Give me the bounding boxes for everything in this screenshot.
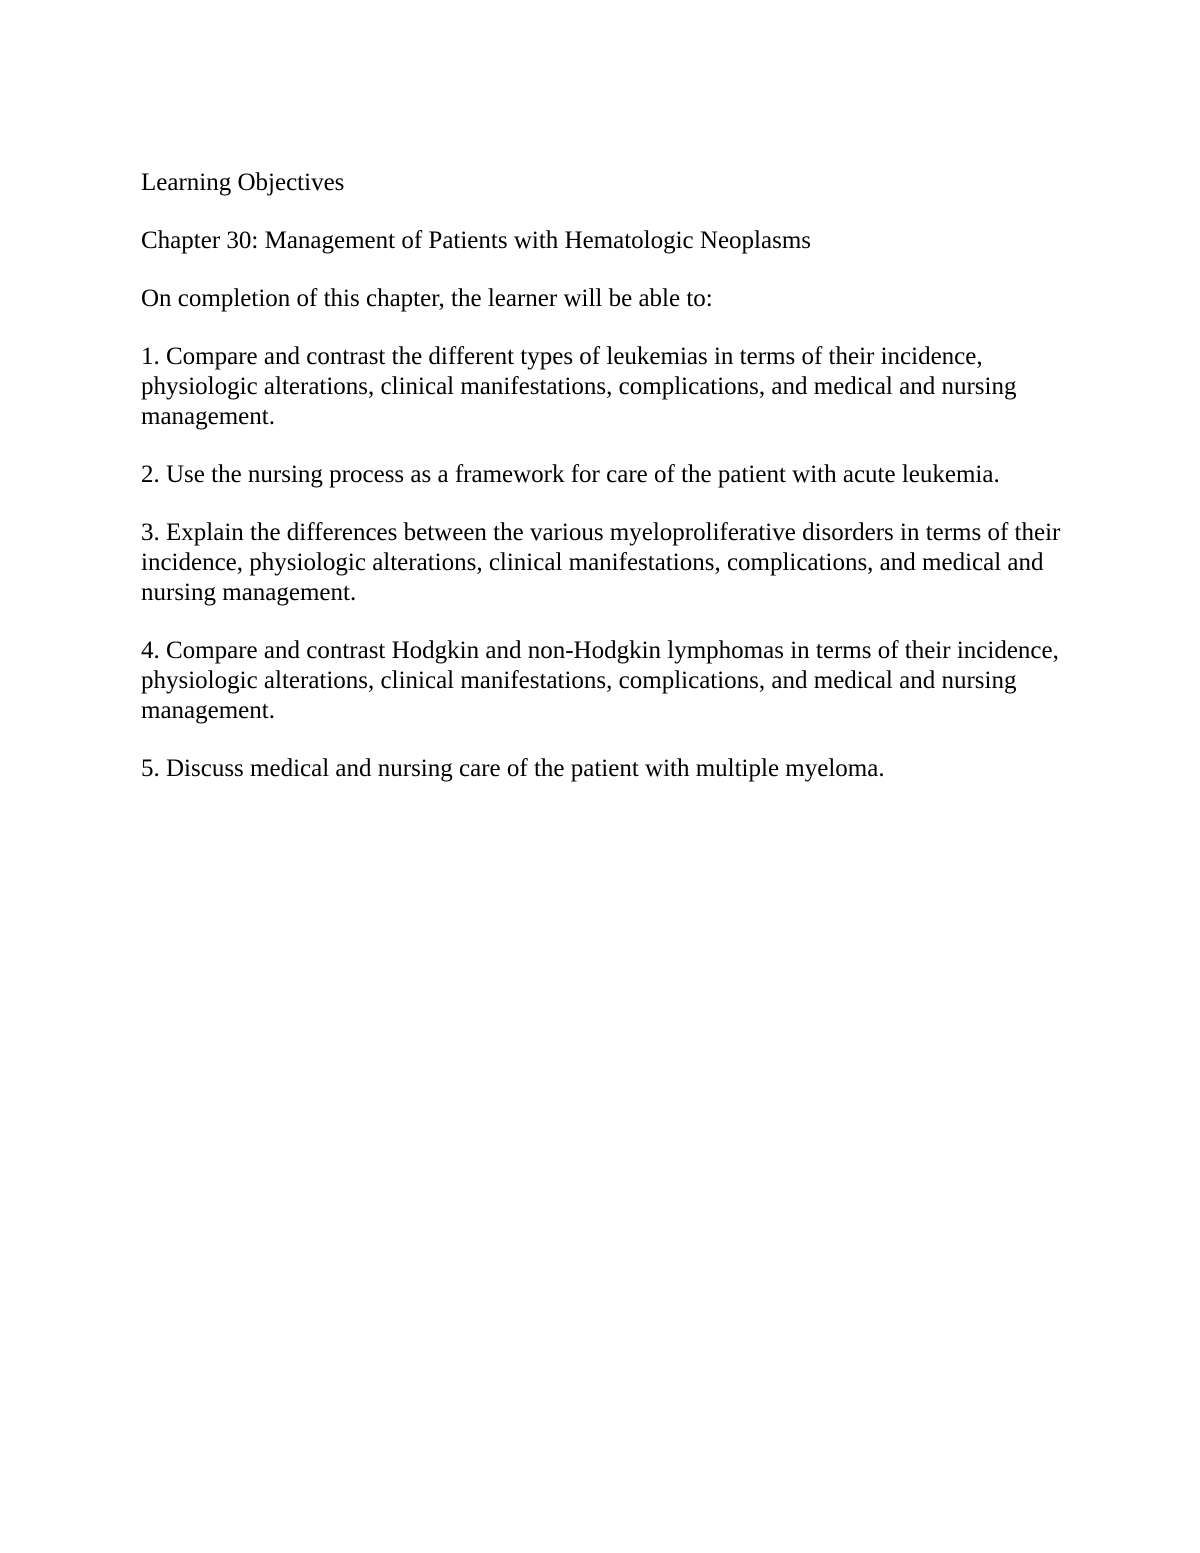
- chapter-title: Chapter 30: Management of Patients with Hematologic Neoplasms: [141, 227, 811, 254]
- objective-item-5: 5. Discuss medical and nursing care of the patient with multiple myeloma.: [141, 755, 885, 782]
- objective-item-1: 1. Compare and contrast the different types of leukemias in terms of their incidence, physiologic alterations, clinical manifestations, complications, and medical and nursing management.: [141, 343, 1017, 430]
- document-body: [141, 168, 1066, 812]
- objective-item-3: 3. Explain the differences between the various myeloproliferative disorders in terms of their incidence, physiologic alterations, clinical manifestations, complications, and medical and nursing management.: [141, 519, 1061, 606]
- objective-item-2: 2. Use the nursing process as a framework for care of the patient with acute leukemia.: [141, 461, 1000, 488]
- objective-item-4: 4. Compare and contrast Hodgkin and non-Hodgkin lymphomas in terms of their incidence, physiologic alterations, clinical manifestations, complications, and medical and nursing management.: [141, 637, 1059, 724]
- document-heading: Learning Objectives: [141, 169, 345, 196]
- intro-text: On completion of this chapter, the learner will be able to:: [141, 285, 713, 312]
